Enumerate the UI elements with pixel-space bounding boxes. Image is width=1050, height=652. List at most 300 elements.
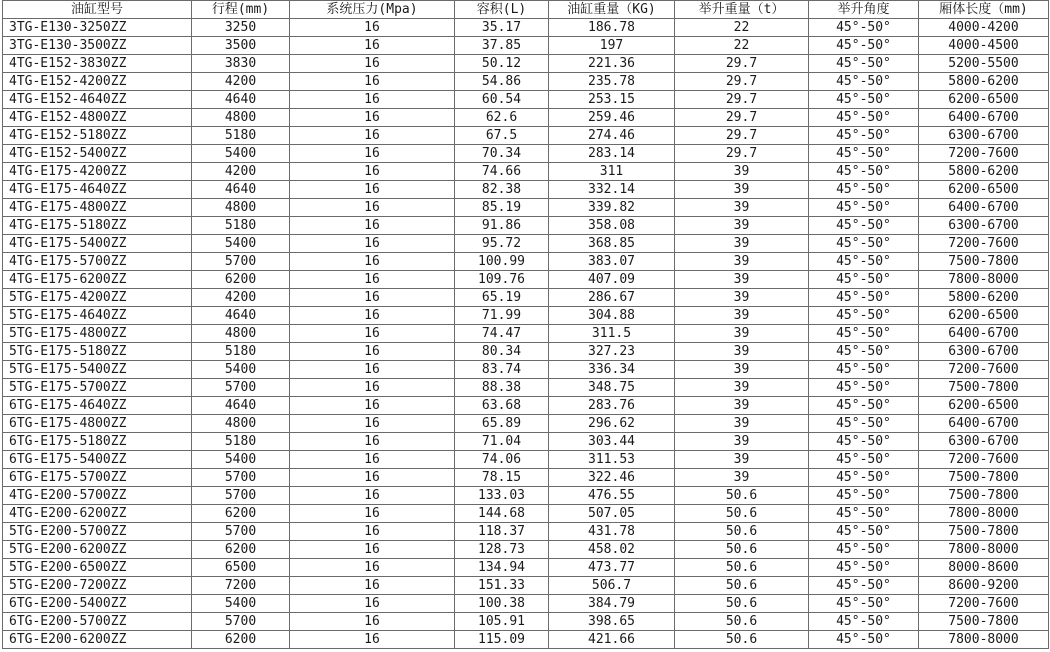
cell-pressure: 16 [290, 19, 455, 37]
cell-stroke: 4800 [192, 415, 290, 433]
header-body-length: 厢体长度（mm) [919, 1, 1049, 19]
cell-pressure: 16 [290, 559, 455, 577]
cell-lift-angle: 45°-50° [809, 595, 919, 613]
cell-body-length: 8600-9200 [919, 577, 1049, 595]
cell-body-length: 5200-5500 [919, 55, 1049, 73]
cell-body-length: 6200-6500 [919, 91, 1049, 109]
cell-volume: 74.47 [455, 325, 549, 343]
cell-lift-angle: 45°-50° [809, 271, 919, 289]
cell-stroke: 4640 [192, 181, 290, 199]
cell-model: 5TG-E175-4200ZZ [3, 289, 192, 307]
cell-lift-weight: 39 [675, 469, 809, 487]
cell-volume: 144.68 [455, 505, 549, 523]
table-row [3, 631, 1049, 649]
cell-model: 4TG-E152-5400ZZ [3, 145, 192, 163]
cell-stroke: 5400 [192, 145, 290, 163]
cell-model: 4TG-E200-6200ZZ [3, 505, 192, 523]
cell-model: 6TG-E175-5700ZZ [3, 469, 192, 487]
cell-volume: 54.86 [455, 73, 549, 91]
cell-lift-angle: 45°-50° [809, 397, 919, 415]
table-row [3, 325, 1049, 343]
cell-body-length: 6200-6500 [919, 181, 1049, 199]
cell-model: 4TG-E152-4640ZZ [3, 91, 192, 109]
cell-stroke: 5400 [192, 235, 290, 253]
cell-body-length: 7800-8000 [919, 631, 1049, 649]
cell-lift-weight: 39 [675, 235, 809, 253]
cell-cylinder-weight: 476.55 [549, 487, 675, 505]
cell-volume: 91.86 [455, 217, 549, 235]
cell-body-length: 6200-6500 [919, 307, 1049, 325]
cell-cylinder-weight: 332.14 [549, 181, 675, 199]
table-row [3, 181, 1049, 199]
cell-lift-weight: 29.7 [675, 73, 809, 91]
table-row [3, 559, 1049, 577]
cell-lift-weight: 29.7 [675, 91, 809, 109]
header-pressure: 系统压力(Mpa) [290, 1, 455, 19]
cell-lift-angle: 45°-50° [809, 127, 919, 145]
cell-model: 4TG-E175-4800ZZ [3, 199, 192, 217]
cell-lift-angle: 45°-50° [809, 343, 919, 361]
cell-model: 4TG-E175-5400ZZ [3, 235, 192, 253]
table-row [3, 523, 1049, 541]
cell-pressure: 16 [290, 505, 455, 523]
cell-model: 4TG-E175-5180ZZ [3, 217, 192, 235]
cell-lift-angle: 45°-50° [809, 55, 919, 73]
cell-model: 5TG-E200-6500ZZ [3, 559, 192, 577]
cell-model: 5TG-E200-7200ZZ [3, 577, 192, 595]
cell-lift-weight: 50.6 [675, 613, 809, 631]
cell-lift-weight: 39 [675, 379, 809, 397]
cell-body-length: 7800-8000 [919, 541, 1049, 559]
table-row [3, 37, 1049, 55]
cell-model: 4TG-E175-4200ZZ [3, 163, 192, 181]
cell-cylinder-weight: 458.02 [549, 541, 675, 559]
cell-cylinder-weight: 398.65 [549, 613, 675, 631]
cell-lift-weight: 50.6 [675, 577, 809, 595]
cell-volume: 95.72 [455, 235, 549, 253]
cell-lift-angle: 45°-50° [809, 217, 919, 235]
cell-volume: 60.54 [455, 91, 549, 109]
cell-model: 4TG-E200-5700ZZ [3, 487, 192, 505]
cell-pressure: 16 [290, 145, 455, 163]
cell-volume: 65.19 [455, 289, 549, 307]
header-lift-angle: 举升角度 [809, 1, 919, 19]
table-row [3, 433, 1049, 451]
cell-lift-angle: 45°-50° [809, 181, 919, 199]
table-row [3, 19, 1049, 37]
table-row [3, 505, 1049, 523]
cell-lift-angle: 45°-50° [809, 505, 919, 523]
cell-volume: 78.15 [455, 469, 549, 487]
cell-body-length: 5800-6200 [919, 289, 1049, 307]
cell-stroke: 4640 [192, 397, 290, 415]
cell-volume: 74.06 [455, 451, 549, 469]
table-row [3, 577, 1049, 595]
cell-cylinder-weight: 348.75 [549, 379, 675, 397]
cell-stroke: 4640 [192, 307, 290, 325]
cell-lift-angle: 45°-50° [809, 325, 919, 343]
cell-volume: 118.37 [455, 523, 549, 541]
cell-lift-weight: 22 [675, 37, 809, 55]
cell-stroke: 4800 [192, 325, 290, 343]
table-row [3, 289, 1049, 307]
cell-model: 3TG-E130-3250ZZ [3, 19, 192, 37]
cell-pressure: 16 [290, 307, 455, 325]
cell-cylinder-weight: 383.07 [549, 253, 675, 271]
cell-body-length: 7500-7800 [919, 379, 1049, 397]
cell-lift-weight: 39 [675, 289, 809, 307]
cell-volume: 151.33 [455, 577, 549, 595]
cell-cylinder-weight: 274.46 [549, 127, 675, 145]
header-row [3, 1, 1049, 19]
cell-model: 5TG-E175-5700ZZ [3, 379, 192, 397]
cell-volume: 71.04 [455, 433, 549, 451]
cell-cylinder-weight: 311.5 [549, 325, 675, 343]
cell-pressure: 16 [290, 55, 455, 73]
cell-lift-angle: 45°-50° [809, 577, 919, 595]
cell-pressure: 16 [290, 415, 455, 433]
cell-model: 5TG-E200-5700ZZ [3, 523, 192, 541]
cell-cylinder-weight: 368.85 [549, 235, 675, 253]
cell-pressure: 16 [290, 271, 455, 289]
cell-lift-weight: 50.6 [675, 595, 809, 613]
cell-body-length: 4000-4200 [919, 19, 1049, 37]
table-row [3, 379, 1049, 397]
cell-cylinder-weight: 358.08 [549, 217, 675, 235]
cell-stroke: 4200 [192, 73, 290, 91]
cell-stroke: 3500 [192, 37, 290, 55]
cell-pressure: 16 [290, 199, 455, 217]
cell-volume: 37.85 [455, 37, 549, 55]
cell-model: 5TG-E200-6200ZZ [3, 541, 192, 559]
cell-pressure: 16 [290, 451, 455, 469]
cell-lift-angle: 45°-50° [809, 523, 919, 541]
cell-volume: 35.17 [455, 19, 549, 37]
cell-lift-angle: 45°-50° [809, 199, 919, 217]
cell-body-length: 6200-6500 [919, 397, 1049, 415]
cell-body-length: 6300-6700 [919, 343, 1049, 361]
cell-model: 4TG-E175-6200ZZ [3, 271, 192, 289]
cell-volume: 134.94 [455, 559, 549, 577]
cell-pressure: 16 [290, 541, 455, 559]
cylinder-spec-table [2, 0, 1049, 649]
cell-model: 5TG-E175-4800ZZ [3, 325, 192, 343]
cell-stroke: 6200 [192, 505, 290, 523]
cell-body-length: 6400-6700 [919, 199, 1049, 217]
cell-lift-angle: 45°-50° [809, 163, 919, 181]
cell-volume: 62.6 [455, 109, 549, 127]
cell-body-length: 7800-8000 [919, 505, 1049, 523]
cell-model: 6TG-E175-5180ZZ [3, 433, 192, 451]
cell-cylinder-weight: 186.78 [549, 19, 675, 37]
cell-cylinder-weight: 311 [549, 163, 675, 181]
cell-stroke: 6200 [192, 631, 290, 649]
cell-stroke: 5400 [192, 361, 290, 379]
cell-body-length: 7500-7800 [919, 523, 1049, 541]
cell-model: 4TG-E152-5180ZZ [3, 127, 192, 145]
table-row [3, 451, 1049, 469]
cell-stroke: 5400 [192, 595, 290, 613]
cell-lift-weight: 39 [675, 253, 809, 271]
cell-stroke: 6500 [192, 559, 290, 577]
cell-stroke: 5180 [192, 433, 290, 451]
cell-lift-weight: 22 [675, 19, 809, 37]
cell-pressure: 16 [290, 235, 455, 253]
cell-stroke: 5700 [192, 253, 290, 271]
cell-body-length: 6300-6700 [919, 433, 1049, 451]
cell-cylinder-weight: 197 [549, 37, 675, 55]
cell-cylinder-weight: 473.77 [549, 559, 675, 577]
cell-body-length: 7500-7800 [919, 487, 1049, 505]
cell-lift-weight: 50.6 [675, 505, 809, 523]
table-row [3, 235, 1049, 253]
cell-lift-weight: 50.6 [675, 487, 809, 505]
cell-cylinder-weight: 336.34 [549, 361, 675, 379]
table-row [3, 361, 1049, 379]
cell-model: 6TG-E200-6200ZZ [3, 631, 192, 649]
cell-stroke: 5400 [192, 451, 290, 469]
cell-stroke: 4200 [192, 163, 290, 181]
cell-pressure: 16 [290, 325, 455, 343]
cell-cylinder-weight: 253.15 [549, 91, 675, 109]
cell-volume: 100.38 [455, 595, 549, 613]
table-row [3, 343, 1049, 361]
cell-pressure: 16 [290, 289, 455, 307]
header-stroke: 行程(mm) [192, 1, 290, 19]
table-row [3, 415, 1049, 433]
cell-lift-weight: 29.7 [675, 109, 809, 127]
cell-lift-weight: 50.6 [675, 541, 809, 559]
cell-volume: 115.09 [455, 631, 549, 649]
cell-lift-weight: 50.6 [675, 559, 809, 577]
table-row [3, 487, 1049, 505]
cell-model: 5TG-E175-4640ZZ [3, 307, 192, 325]
cell-pressure: 16 [290, 631, 455, 649]
cell-lift-angle: 45°-50° [809, 613, 919, 631]
cell-stroke: 6200 [192, 271, 290, 289]
header-volume: 容积(L) [455, 1, 549, 19]
cell-lift-weight: 39 [675, 271, 809, 289]
cell-body-length: 5800-6200 [919, 73, 1049, 91]
table-row [3, 145, 1049, 163]
cell-lift-angle: 45°-50° [809, 109, 919, 127]
cell-body-length: 7500-7800 [919, 253, 1049, 271]
cell-pressure: 16 [290, 73, 455, 91]
cell-cylinder-weight: 235.78 [549, 73, 675, 91]
cell-body-length: 7200-7600 [919, 595, 1049, 613]
cell-lift-weight: 39 [675, 163, 809, 181]
cell-volume: 100.99 [455, 253, 549, 271]
cell-body-length: 7500-7800 [919, 469, 1049, 487]
cell-pressure: 16 [290, 487, 455, 505]
cell-body-length: 6400-6700 [919, 325, 1049, 343]
cell-body-length: 7800-8000 [919, 271, 1049, 289]
cell-lift-weight: 39 [675, 199, 809, 217]
cell-lift-weight: 39 [675, 217, 809, 235]
cell-stroke: 3250 [192, 19, 290, 37]
cell-pressure: 16 [290, 469, 455, 487]
cell-pressure: 16 [290, 577, 455, 595]
cell-body-length: 7500-7800 [919, 613, 1049, 631]
cell-cylinder-weight: 221.36 [549, 55, 675, 73]
cell-volume: 128.73 [455, 541, 549, 559]
table-row [3, 271, 1049, 289]
cell-pressure: 16 [290, 397, 455, 415]
cell-stroke: 4800 [192, 109, 290, 127]
cell-model: 6TG-E175-4800ZZ [3, 415, 192, 433]
table-row [3, 199, 1049, 217]
cell-stroke: 5700 [192, 523, 290, 541]
cell-cylinder-weight: 311.53 [549, 451, 675, 469]
cell-lift-weight: 39 [675, 325, 809, 343]
cell-stroke: 4800 [192, 199, 290, 217]
cell-stroke: 5700 [192, 613, 290, 631]
header-lift-weight: 举升重量（t） [675, 1, 809, 19]
cell-cylinder-weight: 506.7 [549, 577, 675, 595]
table-header [3, 1, 1049, 19]
cell-lift-angle: 45°-50° [809, 73, 919, 91]
cell-lift-angle: 45°-50° [809, 559, 919, 577]
cell-stroke: 6200 [192, 541, 290, 559]
cell-model: 6TG-E200-5400ZZ [3, 595, 192, 613]
table-row [3, 469, 1049, 487]
cell-lift-weight: 39 [675, 397, 809, 415]
cell-volume: 85.19 [455, 199, 549, 217]
cell-pressure: 16 [290, 523, 455, 541]
cell-cylinder-weight: 407.09 [549, 271, 675, 289]
cell-pressure: 16 [290, 217, 455, 235]
cell-cylinder-weight: 421.66 [549, 631, 675, 649]
cell-cylinder-weight: 327.23 [549, 343, 675, 361]
cell-body-length: 8000-8600 [919, 559, 1049, 577]
cell-lift-angle: 45°-50° [809, 379, 919, 397]
table-row [3, 73, 1049, 91]
table-row [3, 613, 1049, 631]
cell-model: 4TG-E152-4200ZZ [3, 73, 192, 91]
cell-lift-weight: 39 [675, 361, 809, 379]
cell-lift-angle: 45°-50° [809, 91, 919, 109]
cell-stroke: 4640 [192, 91, 290, 109]
cell-volume: 74.66 [455, 163, 549, 181]
cell-lift-angle: 45°-50° [809, 415, 919, 433]
cell-pressure: 16 [290, 91, 455, 109]
table-row [3, 595, 1049, 613]
cell-stroke: 5700 [192, 379, 290, 397]
cell-lift-weight: 39 [675, 451, 809, 469]
cell-cylinder-weight: 384.79 [549, 595, 675, 613]
cell-cylinder-weight: 507.05 [549, 505, 675, 523]
cell-model: 4TG-E152-4800ZZ [3, 109, 192, 127]
cell-pressure: 16 [290, 433, 455, 451]
cell-cylinder-weight: 304.88 [549, 307, 675, 325]
cell-pressure: 16 [290, 181, 455, 199]
cell-cylinder-weight: 431.78 [549, 523, 675, 541]
cell-lift-weight: 39 [675, 343, 809, 361]
table-row [3, 109, 1049, 127]
cell-pressure: 16 [290, 595, 455, 613]
cell-body-length: 6300-6700 [919, 217, 1049, 235]
cell-pressure: 16 [290, 343, 455, 361]
cell-lift-angle: 45°-50° [809, 469, 919, 487]
cell-lift-angle: 45°-50° [809, 451, 919, 469]
cell-model: 6TG-E175-5400ZZ [3, 451, 192, 469]
cell-pressure: 16 [290, 253, 455, 271]
cell-lift-angle: 45°-50° [809, 361, 919, 379]
table-row [3, 163, 1049, 181]
table-row [3, 91, 1049, 109]
cell-volume: 133.03 [455, 487, 549, 505]
cell-lift-angle: 45°-50° [809, 235, 919, 253]
cell-lift-angle: 45°-50° [809, 631, 919, 649]
cell-volume: 70.34 [455, 145, 549, 163]
cell-stroke: 5180 [192, 343, 290, 361]
cell-volume: 83.74 [455, 361, 549, 379]
cell-volume: 71.99 [455, 307, 549, 325]
cell-volume: 82.38 [455, 181, 549, 199]
cell-lift-angle: 45°-50° [809, 145, 919, 163]
cell-lift-angle: 45°-50° [809, 19, 919, 37]
cell-cylinder-weight: 339.82 [549, 199, 675, 217]
cell-volume: 50.12 [455, 55, 549, 73]
cell-model: 4TG-E152-3830ZZ [3, 55, 192, 73]
cell-cylinder-weight: 283.76 [549, 397, 675, 415]
header-model: 油缸型号 [3, 1, 192, 19]
cell-pressure: 16 [290, 379, 455, 397]
table-row [3, 127, 1049, 145]
cell-volume: 65.89 [455, 415, 549, 433]
cell-volume: 67.5 [455, 127, 549, 145]
cell-body-length: 7200-7600 [919, 235, 1049, 253]
cell-lift-weight: 39 [675, 307, 809, 325]
cell-body-length: 7200-7600 [919, 451, 1049, 469]
cell-body-length: 7200-7600 [919, 145, 1049, 163]
cell-cylinder-weight: 286.67 [549, 289, 675, 307]
cell-model: 3TG-E130-3500ZZ [3, 37, 192, 55]
cell-lift-weight: 39 [675, 433, 809, 451]
cell-lift-weight: 29.7 [675, 55, 809, 73]
cell-model: 6TG-E175-4640ZZ [3, 397, 192, 415]
cell-lift-weight: 50.6 [675, 523, 809, 541]
cell-lift-angle: 45°-50° [809, 433, 919, 451]
cell-stroke: 5180 [192, 127, 290, 145]
cell-lift-weight: 29.7 [675, 145, 809, 163]
table-row [3, 307, 1049, 325]
cell-cylinder-weight: 283.14 [549, 145, 675, 163]
cell-lift-weight: 39 [675, 415, 809, 433]
cell-pressure: 16 [290, 361, 455, 379]
cell-cylinder-weight: 259.46 [549, 109, 675, 127]
cell-volume: 105.91 [455, 613, 549, 631]
cell-model: 4TG-E175-5700ZZ [3, 253, 192, 271]
cell-lift-angle: 45°-50° [809, 541, 919, 559]
cell-body-length: 4000-4500 [919, 37, 1049, 55]
cell-volume: 109.76 [455, 271, 549, 289]
cell-lift-angle: 45°-50° [809, 289, 919, 307]
table-row [3, 55, 1049, 73]
cell-volume: 63.68 [455, 397, 549, 415]
cell-model: 5TG-E175-5400ZZ [3, 361, 192, 379]
cell-stroke: 5180 [192, 217, 290, 235]
cell-stroke: 3830 [192, 55, 290, 73]
cell-lift-weight: 39 [675, 181, 809, 199]
cell-body-length: 5800-6200 [919, 163, 1049, 181]
cell-model: 4TG-E175-4640ZZ [3, 181, 192, 199]
cell-body-length: 6400-6700 [919, 415, 1049, 433]
cell-lift-weight: 50.6 [675, 631, 809, 649]
table-row [3, 217, 1049, 235]
cell-pressure: 16 [290, 37, 455, 55]
table-body [3, 19, 1049, 649]
